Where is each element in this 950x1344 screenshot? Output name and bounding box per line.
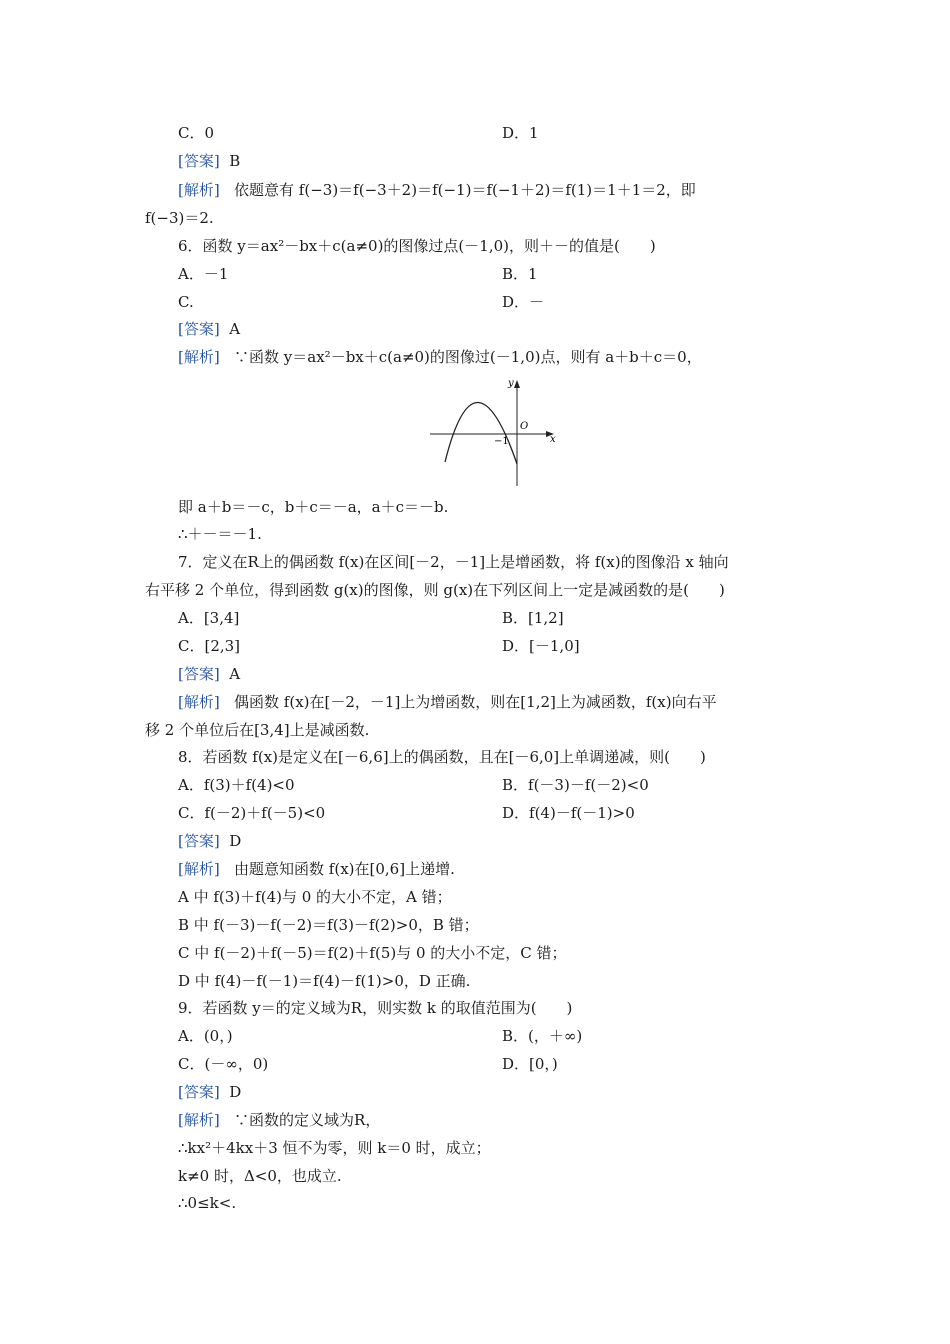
q8-analysis-row [178,859,455,879]
q8-analysis-line-3: B 中 f(－3)－f(－2)＝f(3)－f(2)>0，B 错； [178,916,479,934]
q7-analysis-cont: 移 2 个单位后在[3,4]上是减函数. [145,721,370,739]
q5-answer-row [178,151,240,171]
y-axis-label: y [508,378,514,389]
q9-answer: D [229,1083,242,1101]
q9-option-a: A．(0，) [178,1027,233,1045]
q6-option-b: B．1 [502,265,538,283]
q7-analysis-text: 偶函数 f(x)在[－2，－1]上为增函数，则在[1,2]上为减函数，f(x)向右平 [234,693,717,711]
q7-option-a: A．[3,4] [178,609,240,627]
answer-tag: [答案] [178,1083,220,1101]
parabola-curve [445,402,517,464]
q8-stem: 8．若函数 f(x)是定义在[－6,6]上的偶函数，且在[－6,0]上单调递减，则( ) [178,748,706,766]
q6-analysis-text: ∵函数 y＝ax²－bx＋c(a≠0)的图像过(－1,0)点，则有 a＋b＋c＝0， [234,348,702,366]
q5-answer: B [229,152,241,170]
q8-option-a: A．f(3)＋f(4)<0 [178,776,295,794]
q7-stem-2: 右平移 2 个单位，得到函数 g(x)的图像，则 g(x)在下列区间上一定是减函数的是( ) [145,581,725,599]
answer-tag: [答案] [178,320,220,338]
q8-answer: D [229,832,242,850]
q8-option-c: C．f(－2)＋f(－5)<0 [178,804,326,822]
analysis-tag: [解析] [178,693,220,711]
parabola-graph [430,376,560,488]
x-axis-label: x [550,434,556,445]
answer-tag: [答案] [178,665,220,683]
q9-analysis-text: ∵函数的定义域为R， [234,1111,381,1129]
q7-stem-1: 7．定义在R上的偶函数 f(x)在区间[－2，－1]上是增函数，将 f(x)的图像沿 x 轴向 [178,553,729,571]
q7-option-b: B．[1,2] [502,609,564,627]
q8-analysis-line-5: D 中 f(4)－f(－1)＝f(4)－f(1)>0，D 正确. [178,972,471,990]
q8-option-d: D．f(4)－f(－1)>0 [502,804,635,822]
q8-option-b: B．f(－3)－f(－2)<0 [502,776,649,794]
q7-answer: A [229,665,241,683]
analysis-tag: [解析] [178,1111,220,1129]
origin-label: O [520,421,529,432]
q6-analysis-line-3: ∴＋－＝－1. [178,525,262,543]
q6-analysis-row [178,347,702,367]
q5-analysis-row [178,180,696,200]
q8-answer-row [178,831,241,851]
q5-option-d: D．1 [502,124,539,142]
q8-analysis-text: 由题意知函数 f(x)在[0,6]上递增. [234,860,455,878]
analysis-tag: [解析] [178,181,220,199]
q7-option-d: D．[－1,0] [502,637,580,655]
q9-stem: 9．若函数 y＝的定义域为R，则实数 k 的取值范围为( ) [178,999,573,1017]
q5-option-c: C．0 [178,124,215,142]
analysis-tag: [解析] [178,348,220,366]
q6-stem: 6．函数 y＝ax²－bx＋c(a≠0)的图像过点(－1,0)，则＋－的值是( ) [178,237,656,255]
q9-option-d: D．[0，) [502,1055,558,1073]
q6-option-c: C. [178,293,194,311]
answer-tag: [答案] [178,832,220,850]
minus-one-label: −1 [494,436,509,447]
q9-analysis-line-4: ∴0≤k<. [178,1194,237,1212]
q9-analysis-line-2: ∴kx²＋4kx＋3 恒不为零，则 k＝0 时，成立； [178,1139,491,1157]
q9-answer-row [178,1082,241,1102]
q8-analysis-line-2: A 中 f(3)＋f(4)与 0 的大小不定，A 错； [178,888,452,906]
q6-analysis-line-2: 即 a＋b＝－c，b＋c＝－a，a＋c＝－b. [178,498,449,516]
y-axis-arrow [514,380,520,388]
q5-analysis-text: 依题意有 f(−3)＝f(−3＋2)＝f(−1)＝f(−1＋2)＝f(1)＝1＋1＝2，即 [234,181,696,199]
q6-option-d: D．－ [502,293,545,311]
q7-analysis-row [178,692,717,712]
q6-option-a: A．－1 [178,265,229,283]
q9-analysis-line-3: k≠0 时，Δ<0，也成立. [178,1167,342,1185]
q6-answer-row [178,319,240,339]
q8-analysis-line-4: C 中 f(－2)＋f(－5)＝f(2)＋f(5)与 0 的大小不定，C 错； [178,944,567,962]
q7-option-c: C．[2,3] [178,637,241,655]
answer-tag: [答案] [178,152,220,170]
q9-option-b: B．(，＋∞) [502,1027,583,1045]
q9-analysis-row [178,1110,380,1130]
analysis-tag: [解析] [178,860,220,878]
q5-analysis-cont: f(−3)＝2. [145,209,214,227]
q7-answer-row [178,664,240,684]
q6-answer: A [229,320,241,338]
q9-option-c: C．(－∞，0) [178,1055,269,1073]
